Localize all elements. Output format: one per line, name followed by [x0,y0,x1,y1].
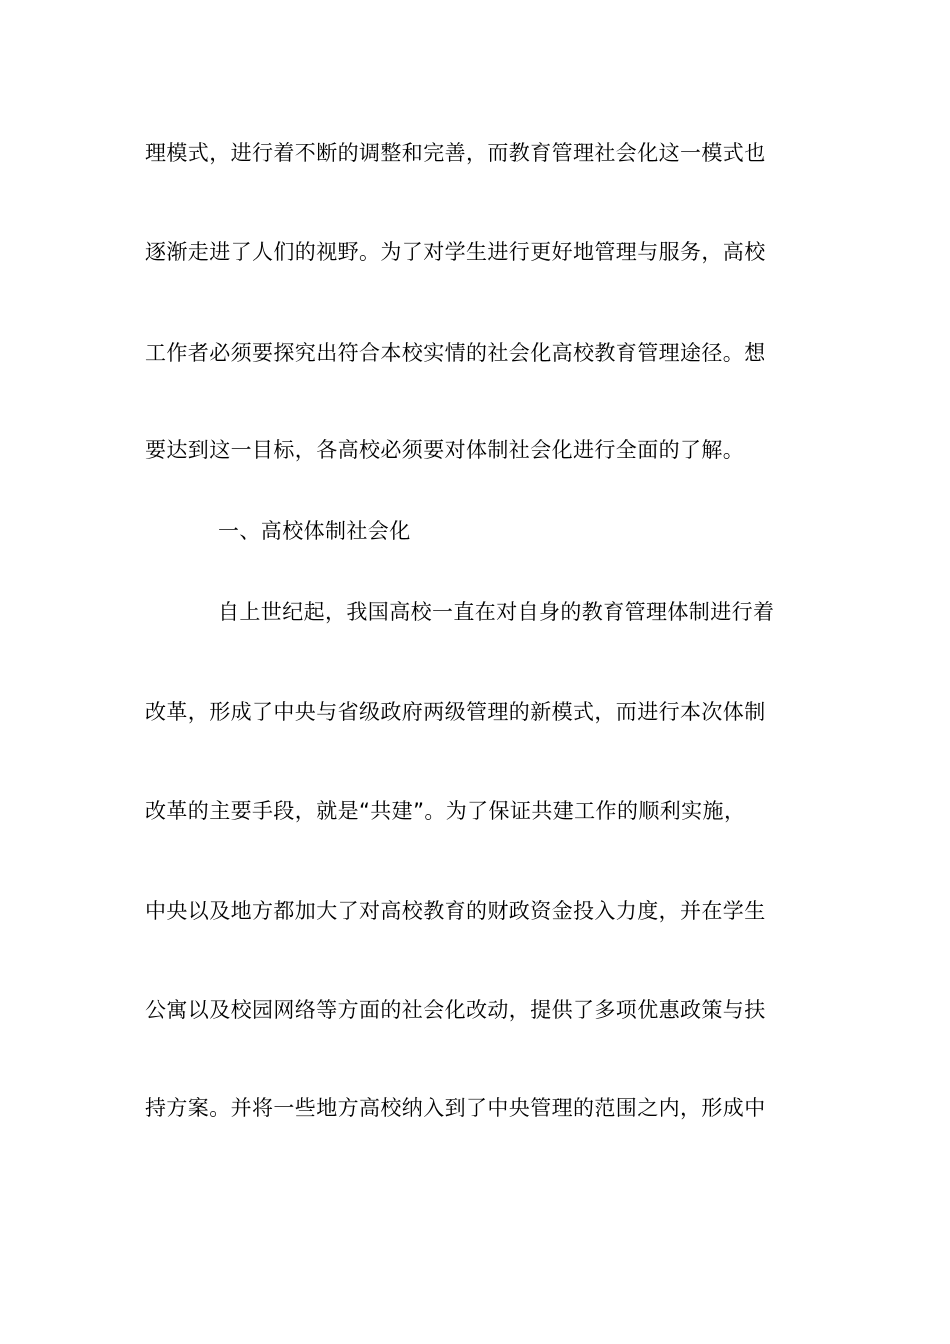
paragraph-line: 中央以及地方都加大了对高校教育的财政资金投入力度，并在学生 [145,899,766,923]
paragraph-line: 逐渐走进了人们的视野。为了对学生进行更好地管理与服务，高校 [145,240,766,264]
section-heading: 一、高校体制社会化 [218,519,411,543]
paragraph-line: 要达到这一目标，各高校必须要对体制社会化进行全面的了解。 [145,438,745,462]
paragraph-line: 工作者必须要探究出符合本校实情的社会化高校教育管理途径。想 [145,341,766,365]
paragraph-line: 自上世纪起，我国高校一直在对自身的教育管理体制进行着 [218,600,775,624]
paragraph-line: 改革，形成了中央与省级政府两级管理的新模式，而进行本次体制 [145,700,766,724]
paragraph-line: 理模式，进行着不断的调整和完善，而教育管理社会化这一模式也 [145,141,766,165]
paragraph-line: 改革的主要手段，就是“共建”。为了保证共建工作的顺利实施， [145,799,746,823]
paragraph-line: 持方案。并将一些地方高校纳入到了中央管理的范围之内，形成中 [145,1096,766,1120]
paragraph-line: 公寓以及校园网络等方面的社会化改动，提供了多项优惠政策与扶 [145,998,766,1022]
